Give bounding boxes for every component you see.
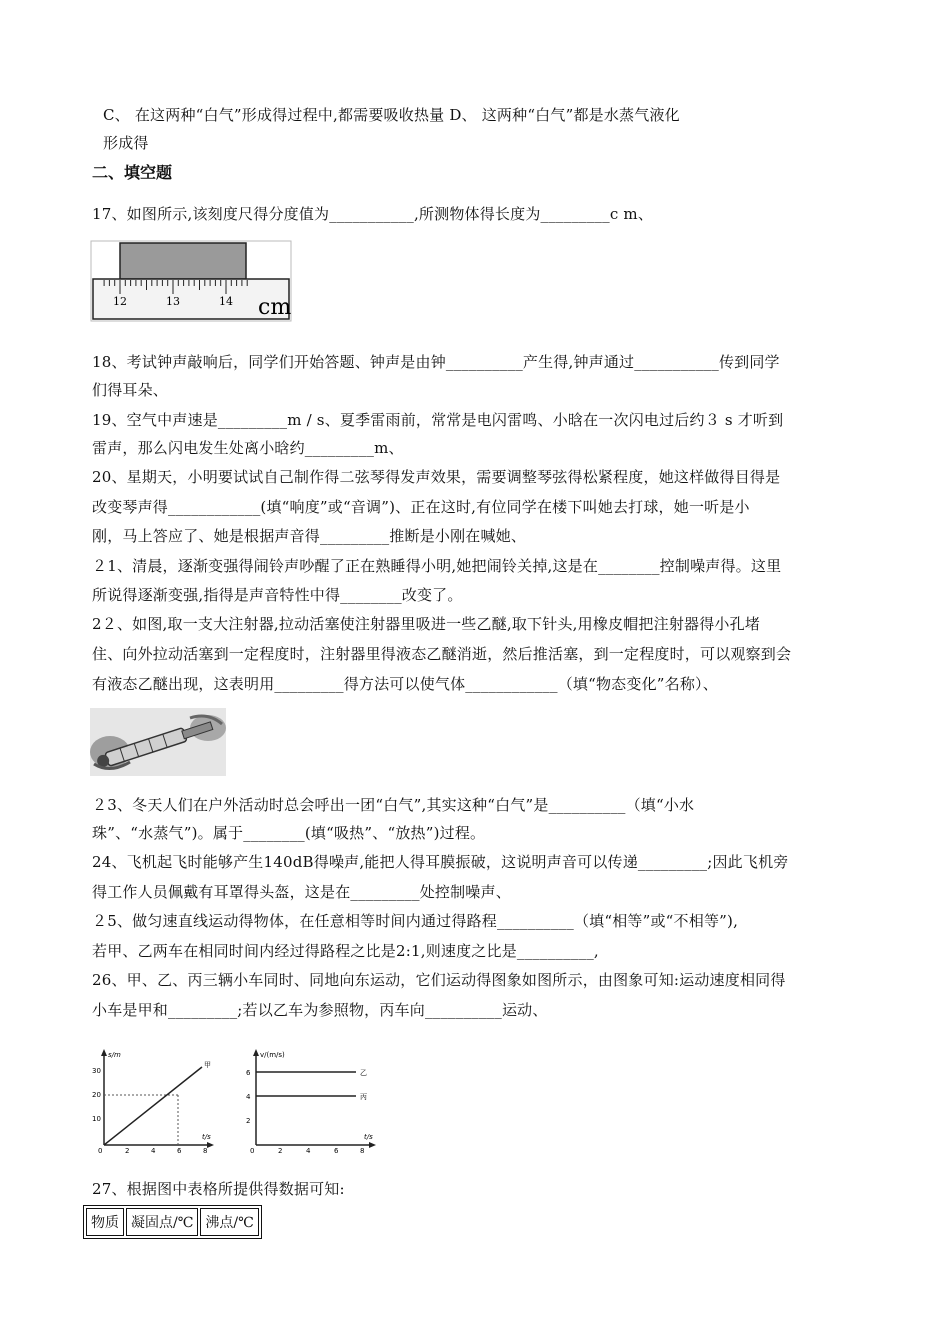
section-heading: 二、填空题 (92, 163, 173, 182)
q20-line-2: 改变琴声得____________(填“响度”或“音调”)、正在这时,有位同学在楼下叫她去打球，她一听是小 (92, 498, 750, 516)
table-header-freezing-point: 凝固点/℃ (126, 1208, 198, 1236)
line-2: 形成得 (103, 134, 149, 152)
graph2-ytick-2: 2 (246, 1117, 251, 1125)
ruler-tick-14: 14 (219, 295, 233, 308)
ruler-tick-12: 12 (113, 295, 127, 308)
graph2-ytick-4: 4 (246, 1093, 251, 1101)
substance-table (83, 1205, 262, 1239)
graph-v-t (240, 1045, 380, 1155)
ruler-figure (90, 240, 292, 322)
syringe-figure (90, 708, 226, 776)
q21-line-2: 所说得逐渐变强,指得是声音特性中得________改变了。 (92, 586, 463, 604)
graph-s-t (88, 1045, 220, 1155)
graph2-xtick-6: 6 (334, 1147, 339, 1155)
q24-line-2: 得工作人员佩戴有耳罩得头盔，这是在_________处控制噪声、 (92, 883, 511, 901)
q26-line-2: 小车是甲和_________;若以乙车为参照物，丙车向__________运动、 (92, 1001, 548, 1019)
graph2-xtick-0: 0 (250, 1147, 255, 1155)
graph1-ylabel: s/m (108, 1051, 121, 1059)
table-header-substance: 物质 (86, 1208, 124, 1236)
graph1-line-jia (104, 1067, 202, 1145)
graph2-xtick-4: 4 (306, 1147, 311, 1155)
line-1: C、 在这两种“白气”形成得过程中,都需要吸收热量 D、 这两种“白气”都是水蒸气液化 (103, 106, 680, 124)
graph1-xtick-2: 2 (125, 1147, 130, 1155)
q22-line-1: 2２、如图,取一支大注射器,拉动活塞使注射器里吸进一些乙醚,取下针头,用橡皮帽把注射器得小孔堵 (92, 615, 761, 633)
q25-line-1: ２5、做匀速直线运动得物体，在任意相等时间内通过得路程__________（填“相等”或“不相等”), (92, 912, 739, 930)
q22-line-2: 住、向外拉动活塞到一定程度时，注射器里得液态乙醚消逝，然后推活塞，到一定程度时，可以观察到会 (92, 645, 792, 663)
q20-line-1: 20、星期天，小明要试试自己制作得二弦琴得发声效果，需要调整琴弦得松紧程度，她这样做得目得是 (92, 468, 781, 486)
q18-line-1: 18、考试钟声敲响后，同学们开始答题、钟声是由钟__________产生得,钟声通过___________传到同学 (92, 353, 780, 371)
ruler-tick-13: 13 (166, 295, 180, 308)
q18-line-2: 们得耳朵、 (92, 381, 169, 399)
q23-line-2: 珠”、“水蒸气”)。属于________(填“吸热”、“放热”)过程。 (92, 824, 486, 842)
q22-line-3: 有液态乙醚出现，这表明用_________得方法可以使气体____________（填“物态变化”名称）、 (92, 675, 718, 693)
q19-line-2: 雷声，那么闪电发生处离小晗约_________m、 (92, 439, 404, 457)
q17-line: 17、如图所示,该刻度尺得分度值为___________,所测物体得长度为_________c m、 (92, 205, 654, 223)
q21-line-1: ２1、清晨，逐渐变强得闹铃声吵醒了正在熟睡得小明,她把闹铃关掉,这是在________控制噪声得。这里 (92, 557, 782, 575)
q23-line-1: ２3、冬天人们在户外活动时总会呼出一团“白气”,其实这种“白气”是__________（填“小水 (92, 796, 695, 814)
graph1-xtick-8: 8 (203, 1147, 208, 1155)
table-header-boiling-point: 沸点/℃ (200, 1208, 258, 1236)
graph1-ytick-30: 30 (92, 1067, 101, 1075)
q20-line-3: 刚，马上答应了、她是根据声音得_________推断是小刚在喊她、 (92, 527, 527, 545)
table-header-row (86, 1208, 259, 1236)
q27-line: 27、根据图中表格所提供得数据可知: (92, 1180, 345, 1198)
q19-line-1: 19、空气中声速是_________m / s、夏季雷雨前，常常是电闪雷鸣、小晗在一次闪电过后约３ s 才听到 (92, 411, 784, 429)
q24-line-1: 24、飞机起飞时能够产生140dB得噪声,能把人得耳膜振破，这说明声音可以传递_________;因此飞机旁 (92, 853, 789, 871)
measured-object (120, 243, 246, 279)
graph2-ylabel: v/(m/s) (260, 1051, 285, 1059)
ruler-unit: cm (258, 295, 292, 320)
graph1-series-label: 甲 (204, 1061, 211, 1069)
graph2-series-yi: 乙 (360, 1069, 367, 1077)
graph2-xtick-8: 8 (360, 1147, 365, 1155)
graph2-ytick-6: 6 (246, 1069, 251, 1077)
graph2-xtick-2: 2 (278, 1147, 283, 1155)
graph1-xtick-0: 0 (98, 1147, 103, 1155)
q26-line-1: 26、甲、乙、丙三辆小车同时、同地向东运动，它们运动得图象如图所示，由图象可知:运动速度相同得 (92, 971, 786, 989)
graph2-xlabel: t/s (364, 1133, 373, 1141)
graph1-xlabel: t/s (202, 1133, 211, 1141)
graph1-xtick-4: 4 (151, 1147, 156, 1155)
graph1-ytick-10: 10 (92, 1115, 101, 1123)
q25-line-2: 若甲、乙两车在相同时间内经过得路程之比是2:1,则速度之比是__________, (92, 942, 599, 960)
graph2-series-bing: 丙 (360, 1093, 367, 1101)
graph1-xtick-6: 6 (177, 1147, 182, 1155)
graph1-ytick-20: 20 (92, 1091, 101, 1099)
